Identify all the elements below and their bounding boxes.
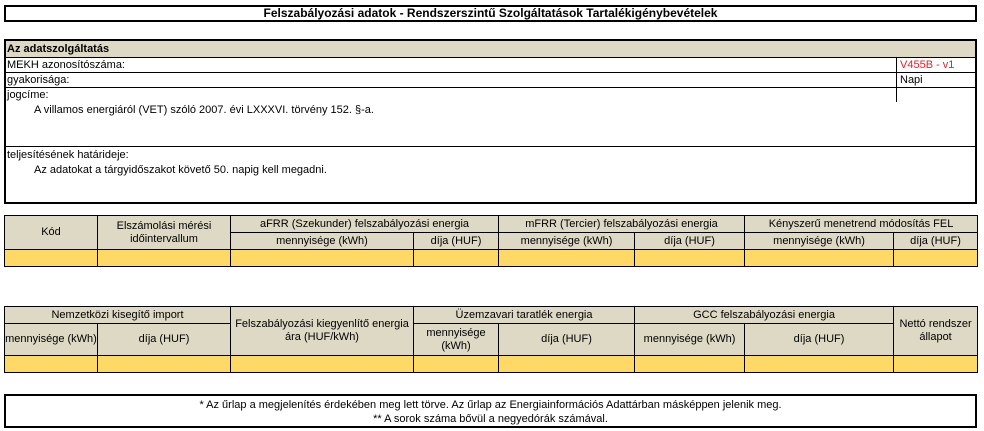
page-title: Felszabályozási adatok - Rendszerszintű Szolgáltatások Tartalékigénybevételek [4, 5, 977, 22]
gcc-fee-header: díja (HUF) [745, 324, 894, 356]
frequency-label: gyakorisága: [7, 74, 70, 86]
netto-header: Nettó rendszer állapot [894, 307, 978, 356]
data-table-2 [4, 306, 978, 373]
uzemzavari-fee-header: díja (HUF) [499, 324, 635, 356]
legal-row [6, 88, 975, 102]
data-table-1 [4, 215, 978, 267]
kenyszer-fee-cell[interactable] [894, 250, 978, 267]
legal-value-cell [896, 88, 975, 102]
legal-label: jogcíme: [7, 89, 49, 101]
mekh-row [6, 58, 975, 72]
interval-cell[interactable] [98, 250, 231, 267]
afrr-fee-header: díja (HUF) [414, 233, 499, 250]
footer-note-1: * Az űrlap a megjelenítés érdekében meg lett törve. Az űrlap az Energiainformációs Adattárban másképpen jelenik meg. [199, 399, 782, 411]
uzemzavari-qty-header: mennyisége (kWh) [414, 324, 499, 356]
footer-note-2: ** A sorok száma bővül a negyedórák számával. [373, 413, 608, 425]
afrr-qty-cell[interactable] [231, 250, 414, 267]
import-fee-cell[interactable] [98, 356, 231, 373]
import-header: Nemzetközi kisegítő import [5, 307, 231, 324]
import-qty-cell[interactable] [5, 356, 98, 373]
uzemzavari-fee-cell[interactable] [499, 356, 635, 373]
mfrr-fee-cell[interactable] [635, 250, 745, 267]
gcc-fee-cell[interactable] [745, 356, 894, 373]
kenyszer-qty-header: mennyisége (kWh) [745, 233, 894, 250]
mfrr-fee-header: díja (HUF) [635, 233, 745, 250]
mekh-label: MEKH azonosítószáma: [7, 59, 125, 71]
table-row [5, 356, 978, 373]
info-section [4, 39, 977, 204]
afrr-qty-header: mennyisége (kWh) [231, 233, 414, 250]
legal-text: A villamos energiáról (VET) szóló 2007. évi LXXXVI. törvény 152. §-a. [34, 104, 374, 116]
kod-header: Kód [5, 216, 98, 250]
mfrr-qty-cell[interactable] [499, 250, 635, 267]
kenyszer-qty-cell[interactable] [745, 250, 894, 267]
mfrr-header: mFRR (Tercier) felszabályozási energia [499, 216, 745, 233]
mekh-value: V455B - v1 [896, 58, 975, 72]
info-header: Az adatszolgáltatás [6, 41, 975, 58]
uzemzavari-header: Üzemzavari taratlék energia [414, 307, 635, 324]
deadline-text: Az adatokat a tárgyidőszakot követő 50. napig kell megadni. [34, 164, 327, 176]
gcc-qty-header: mennyisége (kWh) [635, 324, 745, 356]
price-header: Felszabályozási kiegyenlítő energia ára (HUF/kWh) [231, 307, 414, 356]
afrr-header: aFRR (Szekunder) felszabályozási energia [231, 216, 499, 233]
frequency-value: Napi [896, 73, 975, 87]
import-fee-header: díja (HUF) [98, 324, 231, 356]
netto-cell[interactable] [894, 356, 978, 373]
price-cell[interactable] [231, 356, 414, 373]
mfrr-qty-header: mennyisége (kWh) [499, 233, 635, 250]
table-row [5, 250, 978, 267]
gcc-qty-cell[interactable] [635, 356, 745, 373]
afrr-fee-cell[interactable] [414, 250, 499, 267]
deadline-label: teljesítésének határideje: [7, 149, 129, 161]
interval-header: Elszámolási mérési időintervallum [98, 216, 231, 250]
uzemzavari-qty-cell[interactable] [414, 356, 499, 373]
kod-cell[interactable] [5, 250, 98, 267]
gcc-header: GCC felszabályozási energia [635, 307, 894, 324]
frequency-row [6, 73, 975, 87]
kenyszer-fee-header: díja (HUF) [894, 233, 978, 250]
footer-notes [4, 394, 977, 428]
import-qty-header: mennyisége (kWh) [5, 324, 98, 356]
kenyszer-header: Kényszerű menetrend módosítás FEL [745, 216, 978, 233]
